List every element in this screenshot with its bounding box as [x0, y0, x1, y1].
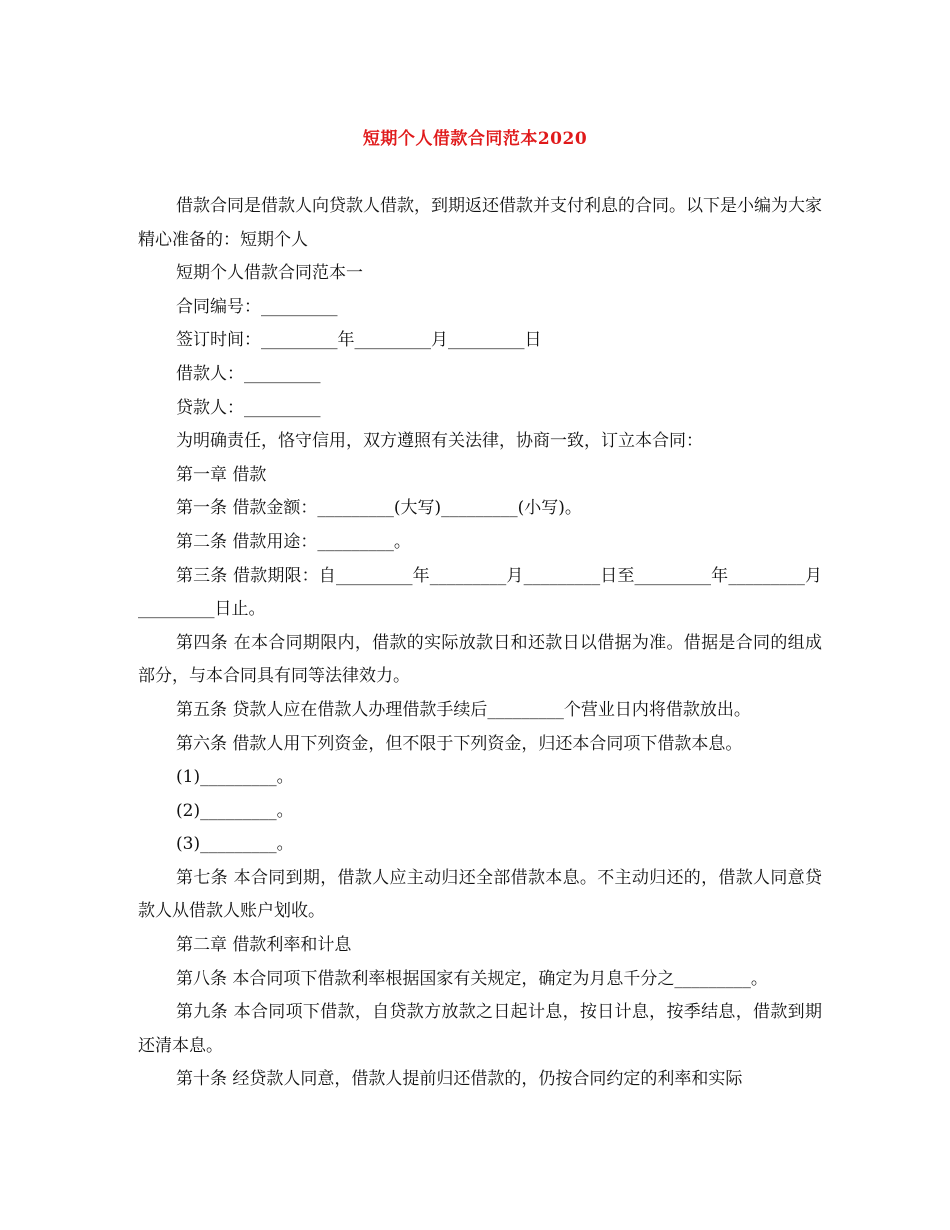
clause-paragraph: 第八条 本合同项下借款利率根据国家有关规定，确定为月息千分之_________。	[176, 968, 768, 989]
list-item: (2)_________。	[176, 800, 294, 821]
clause-paragraph: 第四条 在本合同期限内，借款的实际放款日和还款日以借据为准。借据是合同的组成部分，与本合同具有同等法律效力。	[138, 632, 822, 687]
intro-paragraph: 借款合同是借款人向贷款人借款，到期返还借款并支付利息的合同。以下是小编为大家精心准备的：短期个人	[138, 196, 822, 250]
signing-date-line: 签订时间：_________年_________月_________日	[176, 330, 542, 351]
clause-paragraph: 第二条 借款用途：_________。	[176, 531, 411, 552]
clause-paragraph: 第一条 借款金额：_________(大写)_________(小写)。	[176, 498, 582, 519]
chapter-heading: 第二章 借款利率和计息	[176, 935, 352, 956]
list-item: (3)_________。	[176, 834, 294, 855]
chapter-heading: 第一章 借款	[176, 464, 267, 485]
contract-number-line: 合同编号：_________	[176, 296, 338, 317]
section-heading: 短期个人借款合同范本一	[176, 263, 363, 284]
document-body	[138, 190, 822, 1097]
list-item: (1)_________。	[176, 767, 294, 788]
clause-paragraph: 第九条 本合同项下借款，自贷款方放款之日起计息，按日计息，按季结息，借款到期还清本息。	[138, 1002, 822, 1056]
lender-line: 贷款人：_________	[176, 397, 321, 418]
clause-paragraph: 第十条 经贷款人同意，借款人提前归还借款的，仍按合同约定的利率和实际	[176, 1069, 743, 1090]
clause-paragraph: 第七条 本合同到期，借款人应主动归还全部借款本息。不主动归还的，借款人同意贷款人从借款人账户划收。	[138, 867, 822, 922]
document-title: 短期个人借款合同范本2020	[362, 129, 588, 149]
clause-paragraph: 第六条 借款人用下列资金，但不限于下列资金，归还本合同项下借款本息。	[176, 733, 743, 754]
borrower-line: 借款人：_________	[176, 363, 321, 384]
clause-paragraph: 第三条 借款期限：自_________年_________月_________日至_________年_________月_________日止。	[138, 565, 822, 620]
preamble-paragraph: 为明确责任，恪守信用，双方遵照有关法律，协商一致，订立本合同：	[176, 431, 703, 452]
clause-paragraph: 第五条 贷款人应在借款人办理借款手续后_________个营业日内将借款放出。	[176, 699, 751, 720]
